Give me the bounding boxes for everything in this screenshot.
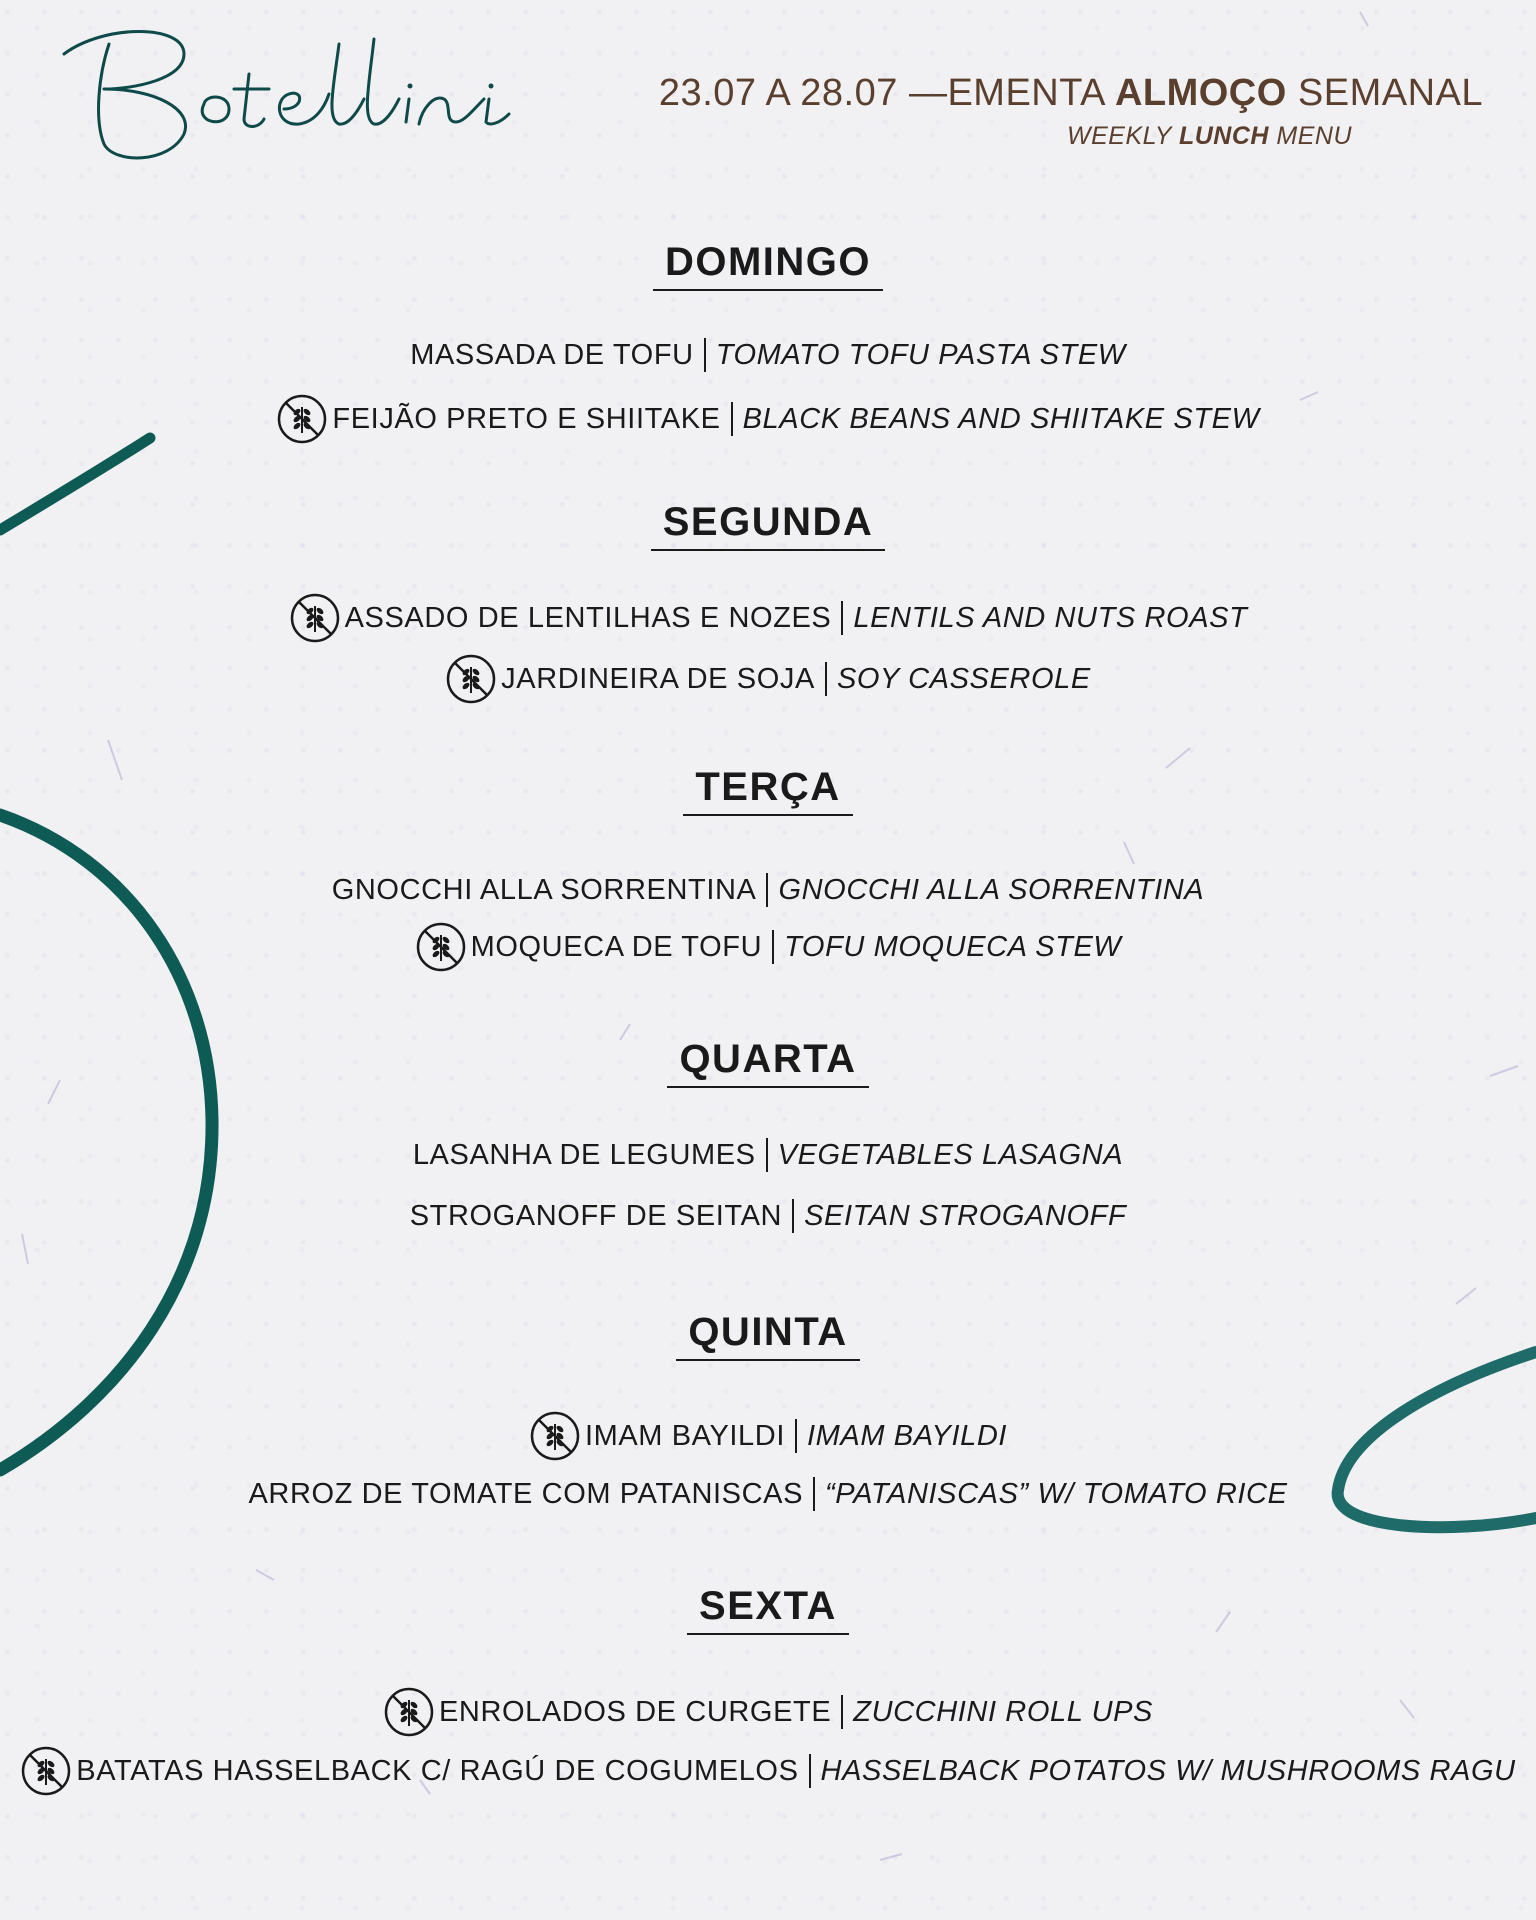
dish-name-en: GNOCCHI ALLA SORRENTINA: [778, 873, 1205, 906]
menu-item: [0, 393, 1536, 445]
dish-name-en: LENTILS AND NUTS ROAST: [853, 601, 1248, 634]
day-heading: [0, 1037, 1536, 1088]
separator: [766, 1138, 768, 1172]
dish-name-pt: ASSADO DE LENTILHAS E NOZES: [344, 601, 832, 634]
dish-name-pt: ENROLADOS DE CURGETE: [438, 1695, 832, 1728]
header-title-pre: EMENTA: [947, 72, 1104, 114]
dish-name-pt: LASANHA DE LEGUMES: [412, 1138, 756, 1171]
crossed-wheat-icon: [445, 653, 497, 705]
day-title: DOMINGO: [653, 240, 883, 291]
header-dash: —: [908, 72, 948, 114]
dish-name-pt: FEIJÃO PRETO E SHIITAKE: [332, 402, 721, 435]
crossed-wheat-icon: [276, 393, 328, 445]
dish-name-en: ZUCCHINI ROLL UPS: [853, 1695, 1153, 1728]
menu-item: [0, 1138, 1536, 1172]
menu-item: [0, 653, 1536, 705]
menu-item: [0, 921, 1536, 973]
dish-name-en: VEGETABLES LASAGNA: [777, 1138, 1124, 1171]
dish-name-pt: GNOCCHI ALLA SORRENTINA: [331, 873, 757, 906]
dish-name-pt: MOQUECA DE TOFU: [470, 930, 763, 963]
dish-name-pt: BATATAS HASSELBACK C/ RAGÚ DE COGUMELOS: [76, 1754, 799, 1787]
header-subtitle: [1067, 122, 1352, 151]
separator: [825, 662, 827, 696]
header-dates: 23.07 A 28.07: [658, 72, 898, 114]
separator: [813, 1477, 815, 1511]
separator: [795, 1419, 797, 1453]
crossed-wheat-icon: [383, 1686, 435, 1738]
crossed-wheat-icon: [415, 921, 467, 973]
menu-item: [0, 592, 1536, 644]
dish-name-pt: ARROZ DE TOMATE COM PATANISCAS: [248, 1477, 804, 1510]
dish-name-en: SEITAN STROGANOFF: [804, 1199, 1127, 1232]
botellini-logo: [44, 14, 514, 164]
crossed-wheat-icon: [289, 592, 341, 644]
day-title: TERÇA: [683, 765, 852, 816]
header-title: [659, 72, 1483, 115]
separator: [704, 338, 706, 372]
dish-name-en: “PATANISCAS” W/ TOMATO RICE: [825, 1477, 1288, 1510]
dish-name-en: TOFU MOQUECA STEW: [784, 930, 1122, 963]
dish-name-pt: MASSADA DE TOFU: [410, 338, 694, 371]
dish-name-en: BLACK BEANS AND SHIITAKE STEW: [742, 402, 1260, 435]
header-subtitle-pre: WEEKLY: [1067, 122, 1172, 150]
menu-item: [0, 873, 1536, 907]
day-title: QUARTA: [667, 1037, 868, 1088]
dish-name-en: IMAM BAYILDI: [807, 1419, 1008, 1452]
separator: [809, 1754, 811, 1788]
day-heading: [0, 1310, 1536, 1361]
dish-name-en: TOMATO TOFU PASTA STEW: [715, 338, 1126, 371]
day-title: QUINTA: [676, 1310, 859, 1361]
header-subtitle-post: MENU: [1276, 122, 1352, 150]
separator: [731, 402, 733, 436]
day-heading: [0, 765, 1536, 816]
menu-item: [0, 1410, 1536, 1462]
header-title-post: SEMANAL: [1297, 72, 1483, 114]
dish-name-pt: IMAM BAYILDI: [584, 1419, 785, 1452]
dish-name-en: HASSELBACK POTATOS W/ MUSHROOMS RAGU: [820, 1754, 1516, 1787]
day-heading: [0, 1584, 1536, 1635]
dish-name-pt: JARDINEIRA DE SOJA: [501, 662, 815, 695]
day-heading: [0, 500, 1536, 551]
separator: [772, 930, 774, 964]
separator: [792, 1199, 794, 1233]
dish-name-pt: STROGANOFF DE SEITAN: [409, 1199, 783, 1232]
menu-item: [0, 1745, 1536, 1797]
header-title-strong: ALMOÇO: [1114, 72, 1287, 114]
day-heading: [0, 240, 1536, 291]
day-title: SEGUNDA: [651, 500, 886, 551]
header-subtitle-strong: LUNCH: [1178, 122, 1269, 150]
menu-item: [0, 1477, 1536, 1511]
crossed-wheat-icon: [529, 1410, 581, 1462]
day-title: SEXTA: [687, 1584, 849, 1635]
separator: [841, 601, 843, 635]
menu-item: [0, 1686, 1536, 1738]
menu-item: [0, 1199, 1536, 1233]
separator: [841, 1695, 843, 1729]
separator: [766, 873, 768, 907]
crossed-wheat-icon: [20, 1745, 72, 1797]
dish-name-en: SOY CASSEROLE: [836, 662, 1091, 695]
menu-item: [0, 338, 1536, 372]
